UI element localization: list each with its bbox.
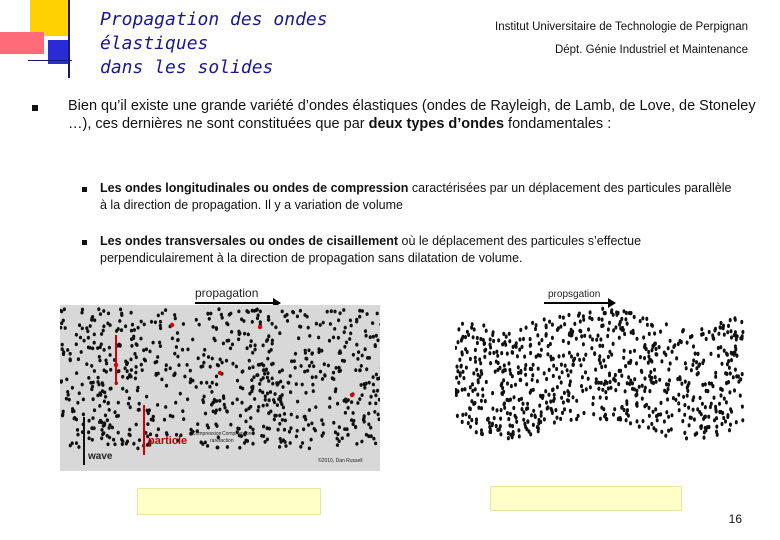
sub-item-transverse xyxy=(100,233,740,267)
caption-box-right xyxy=(490,486,682,511)
deco-yellow-square xyxy=(30,0,70,36)
institution-name: Institut Universitaire de Technologie de Perpignan xyxy=(495,21,748,33)
compression-label-2: Compression xyxy=(222,431,252,437)
bullet-marker xyxy=(32,105,38,111)
propagation-label-right: propsgation xyxy=(548,289,601,300)
institution-block xyxy=(495,16,748,62)
wave-label: wave xyxy=(88,451,113,462)
deco-horizontal-line xyxy=(28,60,72,61)
sub-item-longitudinal xyxy=(100,180,740,214)
deco-vertical-line xyxy=(68,0,70,78)
slide-title-line2: dans les solides xyxy=(100,57,274,78)
sub-bullet-marker xyxy=(82,240,87,245)
compression-label-1: Compression xyxy=(192,431,222,437)
intro-text: Bien qu’il existe une grande variété d’ondes élastiques (ondes de Rayleigh, de Lamb, de Love, de Stoneley …), ces dernières ne sont constituées que par xyxy=(68,98,756,132)
slide-title-line1: Propagation des ondes élastiques xyxy=(100,9,328,54)
sub-item-text: où le déplacement des particules s’effectue perpendiculairement à la direction de propagation sans dilatation de volume. xyxy=(100,234,642,265)
caption-box-left xyxy=(137,488,321,515)
sub-bullet-marker xyxy=(82,187,87,192)
propagation-label: propagation xyxy=(195,286,259,300)
sub-item-text: caractérisées par un déplacement des particules parallèle à la direction de propagation. Il y a variation de volume xyxy=(100,181,732,212)
intro-paragraph xyxy=(68,97,758,133)
propagation-arrow-right xyxy=(544,302,610,304)
longitudinal-wave-image xyxy=(60,305,380,471)
propagation-arrow xyxy=(195,302,275,304)
slide-title xyxy=(100,8,440,80)
intro-bold: deux types d’ondes xyxy=(368,116,505,132)
sub-item-bold: Les ondes longitudinales ou ondes de compression xyxy=(100,181,409,195)
transverse-wave-image xyxy=(455,305,745,445)
longitudinal-particles xyxy=(60,305,380,471)
rarefaction-label: rarefaction xyxy=(210,438,234,444)
copyright-label: ©2010, Dan Russell xyxy=(318,458,363,464)
intro-text-end: fondamentales : xyxy=(504,116,612,132)
particle-label: particle xyxy=(148,435,188,447)
transverse-particles xyxy=(455,305,745,445)
sub-item-bold: Les ondes transversales ou ondes de cisaillement xyxy=(100,234,399,248)
department-name: Dépt. Génie Industriel et Maintenance xyxy=(554,44,748,56)
deco-red-square xyxy=(0,32,44,54)
page-number: 16 xyxy=(728,512,742,526)
